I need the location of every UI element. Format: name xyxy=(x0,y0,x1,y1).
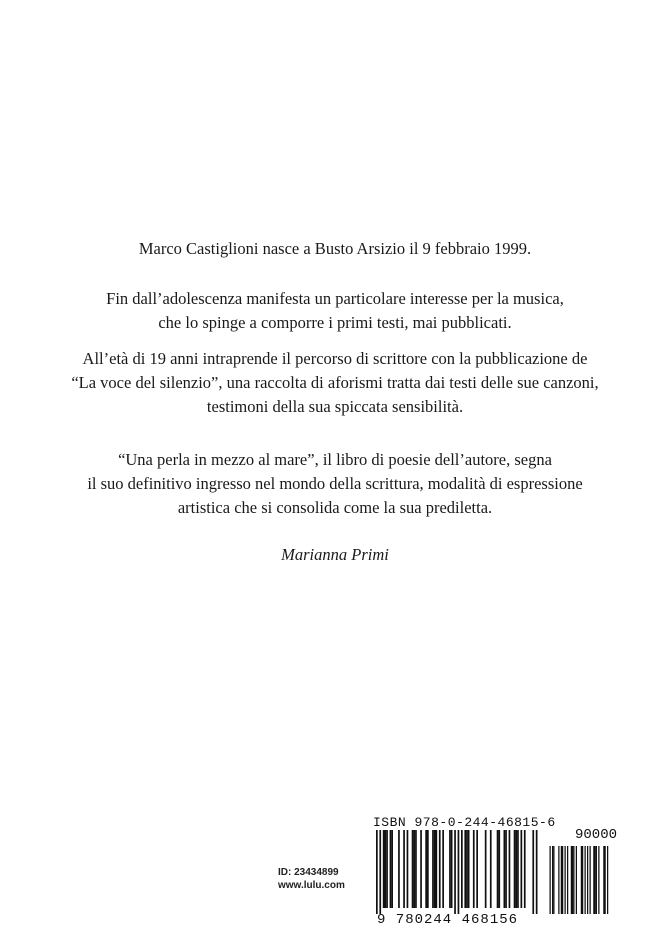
barcode-bar xyxy=(425,830,427,908)
text-line: testimoni della sua spiccata sensibilità. xyxy=(206,397,464,416)
barcode-bar xyxy=(532,830,534,914)
lulu-url: www.lulu.com xyxy=(278,880,345,891)
barcode-bar xyxy=(497,830,499,908)
barcode-bar xyxy=(461,830,463,908)
barcode-bar xyxy=(434,830,436,908)
barcode-bar xyxy=(379,830,381,914)
barcode-bar xyxy=(468,830,470,908)
addon-bar xyxy=(603,846,604,914)
addon-bar xyxy=(573,846,574,914)
addon-bar xyxy=(567,846,568,914)
bio-paragraph-birth xyxy=(0,237,670,261)
barcode-bar xyxy=(473,830,475,908)
barcode-bar xyxy=(485,830,487,908)
barcode-bar xyxy=(490,830,492,908)
barcode-bar xyxy=(498,830,500,908)
barcode-bar xyxy=(398,830,400,908)
addon-bar xyxy=(558,846,559,914)
barcode-bar xyxy=(451,830,453,908)
barcode-bar xyxy=(458,830,460,914)
barcode-bar xyxy=(536,830,538,914)
bio-signature: Marianna Primi xyxy=(281,545,389,564)
barcode-bar xyxy=(505,830,507,908)
barcode-bar xyxy=(427,830,429,908)
addon-bar xyxy=(553,846,554,914)
barcode-bar xyxy=(449,830,451,908)
addon-bar xyxy=(565,846,566,914)
text-line: “La voce del silenzio”, una raccolta di aforismi tratta dai testi delle sue canzoni, xyxy=(71,373,599,392)
barcode-bar xyxy=(390,830,392,908)
lulu-info xyxy=(278,866,378,892)
lulu-id: ID: 23434899 xyxy=(278,867,339,878)
barcode-bar xyxy=(385,830,387,908)
addon-bar xyxy=(598,846,599,914)
bio-paragraph-writing xyxy=(0,347,670,419)
text-line: Fin dall’adolescenza manifesta un particolare interesse per la musica, xyxy=(106,289,564,308)
barcode-bar xyxy=(504,830,506,908)
addon-bar xyxy=(595,846,596,914)
barcode-bar xyxy=(391,830,393,908)
barcode-bar xyxy=(386,830,388,908)
bio-paragraph-poetry xyxy=(0,448,670,520)
barcode-bar xyxy=(376,830,378,914)
barcode-bar xyxy=(413,830,415,908)
addon-bar xyxy=(590,846,591,914)
barcode-bar xyxy=(420,830,422,908)
barcode-bar xyxy=(517,830,519,908)
addon-bar xyxy=(582,846,583,914)
barcode-bar xyxy=(509,830,511,908)
barcode-bar xyxy=(403,830,405,908)
barcode-bar xyxy=(454,830,456,914)
addon-bar xyxy=(561,846,562,914)
addon-bar xyxy=(587,846,588,914)
text-line: artistica che si consolida come la sua prediletta. xyxy=(177,498,493,517)
barcode-bar xyxy=(432,830,434,908)
ean13-bars xyxy=(376,830,538,914)
addon-bar xyxy=(550,846,551,914)
barcode-bar xyxy=(439,830,441,908)
barcode-bar xyxy=(521,830,523,908)
barcode-bar xyxy=(412,830,414,908)
barcode-bar xyxy=(464,830,466,908)
addon-bar xyxy=(585,846,586,914)
barcode-bar xyxy=(407,830,409,908)
barcode-bar xyxy=(415,830,417,908)
addon-bar xyxy=(571,846,572,914)
barcode-addon-number: 90000 xyxy=(575,827,618,843)
barcode-bar xyxy=(442,830,444,908)
text-line: Marco Castiglioni nasce a Busto Arsizio il 9 febbraio 1999. xyxy=(138,239,532,258)
barcode-bar xyxy=(466,830,468,908)
addon-bar xyxy=(593,846,594,914)
addon-bar xyxy=(576,846,577,914)
addon-bar xyxy=(562,846,563,914)
barcode-bar xyxy=(514,830,516,908)
barcode-bar xyxy=(383,830,385,908)
addon-bar xyxy=(552,846,553,914)
addon-bar xyxy=(605,846,606,914)
barcode-bar xyxy=(515,830,517,908)
barcode-bar xyxy=(524,830,526,908)
text-line: All’età di 19 anni intraprende il percorso di scrittore con la pubblicazione de xyxy=(82,349,588,368)
addon-bar xyxy=(596,846,597,914)
addon-bar xyxy=(581,846,582,914)
text-line: “Una perla in mezzo al mare”, il libro di poesie dell’autore, segna xyxy=(118,450,552,469)
barcode-digits: 9 780244 468156 xyxy=(377,912,519,928)
addon-bar xyxy=(572,846,573,914)
text-line: il suo definitivo ingresso nel mondo della scrittura, modalità di espressione xyxy=(87,474,583,493)
addon-bar xyxy=(607,846,608,914)
text-line: che lo spinge a comporre i primi testi, mai pubblicati. xyxy=(158,313,512,332)
bio-paragraph-music xyxy=(0,287,670,335)
barcode-graphic xyxy=(370,830,620,914)
addon-bars xyxy=(550,846,609,914)
barcode-bar xyxy=(476,830,478,908)
barcode-bar xyxy=(436,830,438,908)
isbn-label: ISBN 978-0-244-46815-6 xyxy=(373,815,556,830)
